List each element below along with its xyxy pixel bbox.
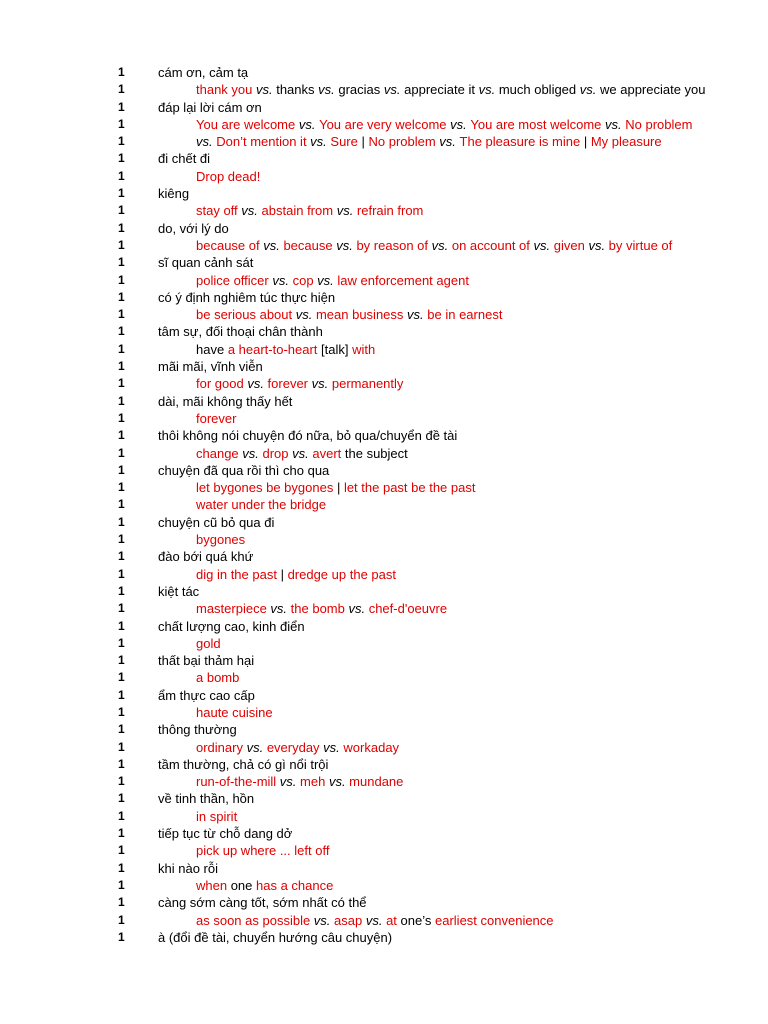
plain-text: one xyxy=(227,877,256,893)
vietnamese-term-cell xyxy=(158,150,692,167)
plain-text: gracias xyxy=(334,82,384,98)
english-equivalents-row xyxy=(0,479,692,496)
separator-vs: vs. xyxy=(295,116,320,132)
vietnamese-term-cell xyxy=(158,618,692,635)
vietnamese-term-cell xyxy=(158,548,692,565)
vietnamese-term-cell xyxy=(158,652,692,669)
separator-vs: vs. xyxy=(319,739,344,755)
count-cell: 1 xyxy=(118,99,125,114)
vietnamese-term-row xyxy=(0,289,692,306)
plain-text: much obliged xyxy=(495,82,580,98)
spreadsheet-page xyxy=(0,64,706,946)
phrase-text: be serious about xyxy=(196,307,293,323)
plain-text: chất lượng cao, kinh điển xyxy=(158,618,305,634)
vietnamese-term-cell xyxy=(158,721,692,738)
english-phrase-cell xyxy=(196,116,692,133)
count-cell: 1 xyxy=(118,514,125,529)
count-cell: 1 xyxy=(118,376,125,391)
count-cell: 1 xyxy=(118,428,125,443)
separator-vs: vs. xyxy=(237,203,262,219)
english-phrase-cell xyxy=(196,272,692,289)
plain-text: | xyxy=(357,134,369,150)
vietnamese-term-cell xyxy=(158,790,692,807)
phrase-text: You are very welcome xyxy=(319,116,447,132)
count-cell: 1 xyxy=(118,151,125,166)
vietnamese-term-row xyxy=(0,220,692,237)
plain-text: tiếp tục từ chỗ dang dở xyxy=(158,826,293,842)
english-phrase-cell xyxy=(196,81,706,98)
plain-text: kiêng xyxy=(158,186,190,202)
english-equivalents-row xyxy=(0,877,692,894)
plain-text: ẩm thực cao cấp xyxy=(158,687,255,703)
english-phrase-cell xyxy=(196,739,692,756)
separator-vs: vs. xyxy=(292,307,316,323)
phrase-text: let the past be the past xyxy=(343,480,476,496)
plain-text: thông thường xyxy=(158,722,237,738)
phrase-text: by virtue of xyxy=(608,237,673,253)
count-cell: 1 xyxy=(118,912,125,927)
phrase-text: asap xyxy=(334,912,363,928)
plain-text: có ý định nghiêm túc thực hiện xyxy=(158,289,336,305)
vietnamese-term-row xyxy=(0,185,692,202)
phrase-text: masterpiece xyxy=(196,601,267,617)
count-cell: 1 xyxy=(118,272,125,287)
phrase-text: law enforcement agent xyxy=(337,272,469,288)
count-cell: 1 xyxy=(118,65,125,79)
phrase-text: for good xyxy=(196,376,244,392)
phrase-text: a heart-to-heart xyxy=(227,341,318,357)
vietnamese-term-cell xyxy=(158,64,692,81)
count-cell: 1 xyxy=(118,704,125,719)
phrase-text: forever xyxy=(196,410,237,426)
count-cell: 1 xyxy=(118,393,125,408)
english-phrase-cell xyxy=(196,773,692,790)
phrase-text: pick up where ... left off xyxy=(196,843,330,859)
count-cell: 1 xyxy=(118,480,125,495)
english-equivalents-row xyxy=(0,168,692,185)
vietnamese-term-row xyxy=(0,150,692,167)
english-equivalents-row xyxy=(0,842,692,859)
count-cell: 1 xyxy=(118,843,125,858)
plain-text: mãi mãi, vĩnh viễn xyxy=(158,359,263,375)
english-equivalents-row xyxy=(0,202,692,219)
separator-vs: vs. xyxy=(584,237,609,253)
phrase-text: with xyxy=(352,341,376,357)
phrase-text: You are most welcome xyxy=(470,116,602,132)
english-equivalents-row xyxy=(0,704,692,721)
vietnamese-term-row xyxy=(0,393,692,410)
separator-vs: vs. xyxy=(313,272,338,288)
english-equivalents-row xyxy=(0,635,692,652)
english-equivalents-row xyxy=(0,773,692,790)
phrase-text: forever xyxy=(267,376,309,392)
phrase-text: cop xyxy=(292,272,314,288)
english-phrase-cell xyxy=(196,410,692,427)
phrase-text: when xyxy=(196,877,228,893)
separator-vs: vs. xyxy=(325,774,350,790)
english-equivalents-row xyxy=(0,669,692,686)
count-cell: 1 xyxy=(118,341,125,356)
phrase-text: the bomb xyxy=(290,601,345,617)
english-phrase-cell xyxy=(196,496,692,513)
plain-text: | xyxy=(580,134,591,150)
english-phrase-cell xyxy=(196,600,692,617)
english-phrase-cell xyxy=(196,168,692,185)
english-equivalents-row xyxy=(0,375,692,392)
vietnamese-term-row xyxy=(0,462,692,479)
count-cell: 1 xyxy=(118,929,125,944)
phrase-text: run-of-the-mill xyxy=(196,774,277,790)
phrase-text: workaday xyxy=(343,739,400,755)
vietnamese-term-cell xyxy=(158,220,692,237)
phrase-text: permanently xyxy=(331,376,404,392)
count-cell: 1 xyxy=(118,670,125,685)
plain-text: | xyxy=(333,480,344,496)
plain-text: khi nào rỗi xyxy=(158,860,218,876)
plain-text: thôi không nói chuyện đó nữa, bỏ qua/chuyển đề tài xyxy=(158,428,458,444)
phrase-text: drop xyxy=(262,445,289,461)
phrase-text: earliest convenience xyxy=(435,912,554,928)
phrase-text: a bomb xyxy=(196,670,240,686)
vietnamese-term-row xyxy=(0,323,692,340)
english-phrase-cell xyxy=(196,202,692,219)
phrase-text: gold xyxy=(196,635,221,651)
english-phrase-cell xyxy=(196,479,692,496)
vietnamese-term-cell xyxy=(158,462,692,479)
english-phrase-cell xyxy=(196,912,692,929)
vietnamese-term-cell xyxy=(158,289,692,306)
count-cell: 1 xyxy=(118,168,125,183)
phrase-text: My pleasure xyxy=(590,134,662,150)
vietnamese-term-row xyxy=(0,514,692,531)
phrase-text: Don’t mention it xyxy=(216,134,307,150)
count-cell: 1 xyxy=(118,289,125,304)
plain-text: càng sớm càng tốt, sớm nhất có thể xyxy=(158,895,367,911)
vietnamese-term-row xyxy=(0,790,692,807)
english-equivalents-row xyxy=(0,116,692,133)
english-phrase-cell xyxy=(196,531,692,548)
english-phrase-cell xyxy=(196,566,692,583)
phrase-text: dig in the past xyxy=(196,566,277,582)
count-cell: 1 xyxy=(118,895,125,910)
vietnamese-term-row xyxy=(0,427,692,444)
phrase-text: be in earnest xyxy=(427,307,503,323)
count-cell: 1 xyxy=(118,324,125,339)
phrase-text: as soon as possible xyxy=(196,912,311,928)
vietnamese-term-row xyxy=(0,583,692,600)
count-cell: 1 xyxy=(118,739,125,754)
plain-text: đào bới quá khứ xyxy=(158,549,254,565)
count-cell: 1 xyxy=(118,307,125,322)
english-equivalents-row xyxy=(0,410,692,427)
plain-text: về tinh thần, hồn xyxy=(158,791,255,807)
vietnamese-term-row xyxy=(0,64,692,81)
separator-vs: vs. xyxy=(266,601,291,617)
vietnamese-term-cell xyxy=(158,860,692,877)
separator-vs: vs. xyxy=(268,272,293,288)
count-cell: 1 xyxy=(118,82,125,97)
phrase-text: by reason of xyxy=(356,237,428,253)
english-equivalents-row xyxy=(0,272,692,289)
count-cell: 1 xyxy=(118,791,125,806)
phrase-text: refrain from xyxy=(356,203,424,219)
phrase-text: Drop dead! xyxy=(196,168,261,184)
plain-text: do, với lý do xyxy=(158,220,229,236)
vietnamese-term-row xyxy=(0,652,692,669)
vietnamese-term-row xyxy=(0,825,692,842)
english-phrase-cell xyxy=(196,445,692,462)
english-equivalents-row xyxy=(0,133,692,150)
separator-vs: vs. xyxy=(428,237,452,253)
phrase-text: The pleasure is mine xyxy=(459,134,581,150)
separator-vs: vs. xyxy=(288,445,313,461)
vietnamese-term-cell xyxy=(158,687,692,704)
separator-vs: vs. xyxy=(403,307,428,323)
plain-text: đáp lại lời cám ơn xyxy=(158,99,262,115)
phrase-text: let bygones be bygones xyxy=(196,480,334,496)
english-phrase-cell xyxy=(196,877,692,894)
plain-text: | xyxy=(276,566,288,582)
plain-text: tầm thường, chả có gì nổi trội xyxy=(158,756,329,772)
separator-vs: vs. xyxy=(383,82,401,98)
vietnamese-term-cell xyxy=(158,894,692,911)
count-cell: 1 xyxy=(118,653,125,668)
vietnamese-term-cell xyxy=(158,185,692,202)
separator-vs: vs. xyxy=(243,376,268,392)
count-cell: 1 xyxy=(118,532,125,547)
phrase-text: No problem xyxy=(368,134,436,150)
vietnamese-term-row xyxy=(0,687,692,704)
vietnamese-term-row xyxy=(0,756,692,773)
phrase-text: police officer xyxy=(196,272,269,288)
count-cell: 1 xyxy=(118,203,125,218)
phrase-text: haute cuisine xyxy=(196,704,273,720)
phrase-text: at xyxy=(386,912,397,928)
count-cell: 1 xyxy=(118,410,125,425)
phrase-text: in spirit xyxy=(196,808,238,824)
separator-vs: vs. xyxy=(362,912,387,928)
vietnamese-term-cell xyxy=(158,929,692,946)
english-phrase-cell xyxy=(196,808,692,825)
separator-vs: vs. xyxy=(333,203,357,219)
english-equivalents-row xyxy=(0,306,692,323)
separator-vs: vs. xyxy=(435,134,460,150)
separator-vs: vs. xyxy=(310,912,335,928)
plain-text: sĩ quan cảnh sát xyxy=(158,255,254,271)
phrase-text: avert xyxy=(312,445,342,461)
separator-vs: vs. xyxy=(308,376,332,392)
count-cell: 1 xyxy=(118,445,125,460)
vietnamese-term-row xyxy=(0,618,692,635)
separator-vs: vs. xyxy=(332,237,357,253)
count-cell: 1 xyxy=(118,116,125,131)
count-cell: 1 xyxy=(118,756,125,771)
plain-text: thất bại thảm hại xyxy=(158,653,255,669)
count-cell: 1 xyxy=(118,549,125,564)
vietnamese-term-row xyxy=(0,860,692,877)
english-equivalents-row xyxy=(0,531,692,548)
separator-vs: vs. xyxy=(529,237,554,253)
count-cell: 1 xyxy=(118,497,125,512)
count-cell: 1 xyxy=(118,860,125,875)
count-cell: 1 xyxy=(118,237,125,252)
vietnamese-term-cell xyxy=(158,358,692,375)
english-phrase-cell xyxy=(196,704,692,721)
count-cell: 1 xyxy=(118,601,125,616)
separator-vs: vs. xyxy=(344,601,369,617)
plain-text: one’s xyxy=(396,912,435,928)
english-phrase-cell xyxy=(196,237,692,254)
separator-vs: vs. xyxy=(238,445,263,461)
vietnamese-term-cell xyxy=(158,323,692,340)
separator-vs: vs. xyxy=(318,82,335,98)
english-phrase-cell xyxy=(196,842,692,859)
separator-vs: vs. xyxy=(276,774,301,790)
plain-text: appreciate it xyxy=(400,82,479,98)
phrase-text: bygones xyxy=(196,532,246,548)
count-cell: 1 xyxy=(118,220,125,235)
vietnamese-term-cell xyxy=(158,583,692,600)
count-cell: 1 xyxy=(118,687,125,702)
plain-text: thanks xyxy=(276,82,319,98)
phrase-text: everyday xyxy=(266,739,320,755)
english-equivalents-row xyxy=(0,341,692,358)
separator-vs: vs. xyxy=(306,134,331,150)
count-cell: 1 xyxy=(118,359,125,374)
count-cell: 1 xyxy=(118,877,125,892)
plain-text: have xyxy=(196,341,228,357)
phrase-text: water under the bridge xyxy=(196,497,327,513)
english-phrase-cell xyxy=(196,669,692,686)
english-equivalents-row xyxy=(0,496,692,513)
phrase-text: change xyxy=(196,445,239,461)
vietnamese-term-cell xyxy=(158,427,692,444)
phrase-text: dredge up the past xyxy=(287,566,396,582)
vietnamese-term-cell xyxy=(158,514,692,531)
count-cell: 1 xyxy=(118,618,125,633)
phrase-text: given xyxy=(553,237,585,253)
vietnamese-term-cell xyxy=(158,393,692,410)
count-cell: 1 xyxy=(118,462,125,477)
phrase-text: No problem xyxy=(625,116,693,132)
phrase-text: stay off xyxy=(196,203,238,219)
english-equivalents-row xyxy=(0,739,692,756)
english-equivalents-row xyxy=(0,600,692,617)
phrase-text: meh xyxy=(300,774,326,790)
plain-text: à (đổi đề tài, chuyển hướng câu chuyện) xyxy=(158,929,393,945)
vietnamese-term-row xyxy=(0,358,692,375)
english-equivalents-row xyxy=(0,237,692,254)
vietnamese-term-cell xyxy=(158,254,692,271)
separator-vs: vs. xyxy=(252,82,277,98)
separator-vs: vs. xyxy=(196,134,217,150)
phrase-text: thank you xyxy=(196,82,253,98)
phrase-text: on account of xyxy=(451,237,530,253)
english-equivalents-row xyxy=(0,808,692,825)
english-phrase-cell xyxy=(196,635,692,652)
count-cell: 1 xyxy=(118,722,125,737)
english-phrase-cell xyxy=(196,341,692,358)
phrase-text: abstain from xyxy=(261,203,334,219)
plain-text: chuyện đã qua rồi thì cho qua xyxy=(158,462,330,478)
phrase-text: mean business xyxy=(315,307,404,323)
plain-text: [talk] xyxy=(317,341,353,357)
english-equivalents-row xyxy=(0,566,692,583)
english-equivalents-row xyxy=(0,445,692,462)
separator-vs: vs. xyxy=(601,116,626,132)
vietnamese-term-row xyxy=(0,929,692,946)
vietnamese-term-row xyxy=(0,548,692,565)
phrase-text: because of xyxy=(196,237,260,253)
plain-text: tâm sự, đối thoại chân thành xyxy=(158,324,323,340)
count-cell: 1 xyxy=(118,635,125,650)
count-cell: 1 xyxy=(118,808,125,823)
vietnamese-term-row xyxy=(0,894,692,911)
plain-text: we appreciate you xyxy=(596,82,706,98)
phrase-text: has a chance xyxy=(256,877,334,893)
separator-vs: vs. xyxy=(478,82,496,98)
plain-text: đi chết đi xyxy=(158,151,211,167)
english-equivalents-row xyxy=(0,81,706,98)
english-phrase-cell xyxy=(196,375,692,392)
phrase-text: You are welcome xyxy=(196,116,296,132)
phrase-text: chef-d'oeuvre xyxy=(368,601,448,617)
count-cell: 1 xyxy=(118,566,125,581)
separator-vs: vs. xyxy=(446,116,471,132)
plain-text: dài, mãi không thấy hết xyxy=(158,393,293,409)
separator-vs: vs. xyxy=(579,82,597,98)
vietnamese-term-cell xyxy=(158,825,692,842)
phrase-text: ordinary xyxy=(196,739,243,755)
plain-text: chuyện cũ bỏ qua đi xyxy=(158,514,275,530)
vietnamese-term-cell xyxy=(158,99,692,116)
count-cell: 1 xyxy=(118,826,125,841)
vietnamese-term-cell xyxy=(158,756,692,773)
count-cell: 1 xyxy=(118,774,125,789)
plain-text: cám ơn, cảm tạ xyxy=(158,65,249,80)
vietnamese-term-row xyxy=(0,99,692,116)
plain-text: the subject xyxy=(341,445,408,461)
separator-vs: vs. xyxy=(242,739,267,755)
english-phrase-cell xyxy=(196,306,692,323)
separator-vs: vs. xyxy=(259,237,284,253)
english-phrase-cell xyxy=(196,133,692,150)
count-cell: 1 xyxy=(118,255,125,270)
phrase-text: Sure xyxy=(330,134,358,150)
count-cell: 1 xyxy=(118,583,125,598)
english-equivalents-row xyxy=(0,912,692,929)
count-cell: 1 xyxy=(118,186,125,201)
phrase-text: because xyxy=(283,237,333,253)
vietnamese-term-row xyxy=(0,721,692,738)
count-cell: 1 xyxy=(118,134,125,149)
vietnamese-term-row xyxy=(0,254,692,271)
plain-text: kiệt tác xyxy=(158,583,200,599)
phrase-text: mundane xyxy=(349,774,404,790)
